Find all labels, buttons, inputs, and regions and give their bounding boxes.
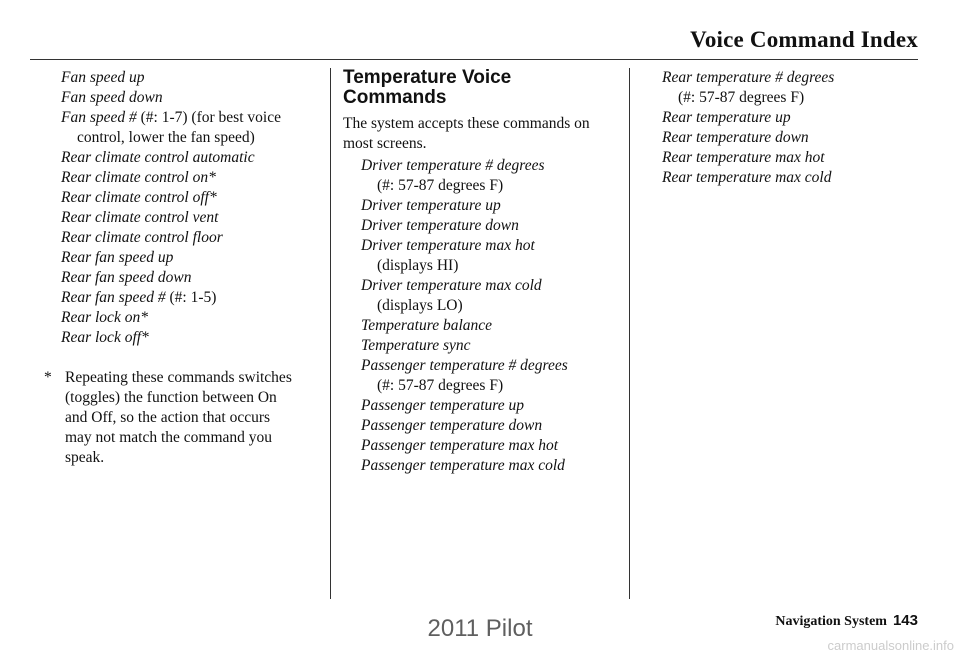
section-intro — [343, 114, 623, 154]
section-heading — [343, 68, 623, 108]
list-item: Driver temperature up — [361, 197, 501, 214]
list-item — [30, 168, 320, 188]
list-item: Passenger temperature max cold — [361, 457, 565, 474]
list-item — [30, 188, 320, 208]
list-item — [30, 108, 320, 128]
list-item: Rear temperature # degrees — [662, 69, 835, 86]
watermark-site: carmanualsonline.info — [827, 638, 954, 653]
command-text: Rear climate control floor — [61, 229, 223, 246]
footnote-line: may not match the command you — [65, 429, 273, 446]
list-item — [30, 288, 320, 308]
command-detail: (#: 57-87 degrees F) — [377, 377, 504, 394]
command-text: Fan speed up — [61, 69, 145, 86]
footnote-mark: * — [44, 369, 52, 386]
command-detail: (displays HI) — [377, 257, 459, 274]
list-item — [30, 248, 320, 268]
command-detail: (#: 57-87 degrees F) — [377, 177, 504, 194]
command-text: Rear climate control automatic — [61, 149, 255, 166]
footer-system-name: Navigation System — [775, 614, 887, 629]
page-title: Voice Command Index — [690, 27, 918, 52]
list-item — [30, 208, 320, 228]
command-detail: (#: 1-5) — [165, 289, 217, 306]
list-item — [30, 68, 320, 88]
temperature-command-list — [343, 156, 623, 476]
column-divider-2 — [629, 68, 630, 599]
list-item — [30, 228, 320, 248]
column-3 — [642, 68, 932, 188]
header-rule — [30, 59, 918, 60]
list-item — [30, 328, 320, 348]
footnote-line: (toggles) the function between On — [65, 389, 277, 406]
watermark-text: 2011 Pilot — [427, 615, 533, 642]
footnote — [30, 368, 320, 468]
command-detail: (#: 57-87 degrees F) — [678, 89, 805, 106]
command-text: Fan speed # — [61, 109, 137, 126]
list-item — [30, 308, 320, 328]
command-detail: (displays LO) — [377, 297, 463, 314]
list-item: Rear temperature max cold — [662, 169, 832, 186]
command-text: Rear fan speed down — [61, 269, 192, 286]
list-item: Rear temperature up — [662, 109, 791, 126]
intro-line-1: The system accepts these commands on — [343, 115, 590, 132]
list-item: Passenger temperature up — [361, 397, 525, 414]
section-heading-line-1: Temperature Voice — [343, 67, 512, 88]
footnote-line: Repeating these commands switches — [65, 369, 292, 386]
list-item: Driver temperature down — [361, 217, 519, 234]
page-number: 143 — [892, 612, 918, 629]
list-item: Driver temperature max cold — [361, 277, 542, 294]
command-text: Rear climate control off* — [61, 189, 217, 206]
footnote-line: and Off, so the action that occurs — [65, 409, 271, 426]
list-item — [30, 268, 320, 288]
list-item: Rear temperature down — [662, 129, 809, 146]
list-item: Passenger temperature down — [361, 417, 543, 434]
column-divider-1 — [330, 68, 331, 599]
list-item — [30, 148, 320, 168]
command-text: Rear fan speed up — [61, 249, 174, 266]
command-detail: (#: 1-7) (for best voice — [136, 109, 281, 126]
list-item: Temperature balance — [361, 317, 493, 334]
command-text: Rear fan speed # — [61, 289, 166, 306]
section-heading-line-2: Commands — [343, 87, 447, 108]
list-item: Temperature sync — [361, 337, 471, 354]
command-text: Rear lock off* — [61, 329, 149, 346]
list-item: Passenger temperature max hot — [361, 437, 559, 454]
column-1 — [30, 68, 320, 468]
intro-line-2: most screens. — [343, 135, 427, 152]
list-item: Rear temperature max hot — [662, 149, 825, 166]
command-text: Rear lock on* — [61, 309, 148, 326]
list-item — [30, 88, 320, 108]
column-2 — [343, 68, 623, 476]
command-detail-continued: control, lower the fan speed) — [77, 129, 255, 146]
list-item: Driver temperature # degrees — [361, 157, 545, 174]
list-item: Driver temperature max hot — [361, 237, 535, 254]
command-text: Rear climate control on* — [61, 169, 216, 186]
footnote-line: speak. — [65, 449, 105, 466]
list-item: Passenger temperature # degrees — [361, 357, 568, 374]
command-text: Fan speed down — [61, 89, 163, 106]
command-text: Rear climate control vent — [61, 209, 219, 226]
